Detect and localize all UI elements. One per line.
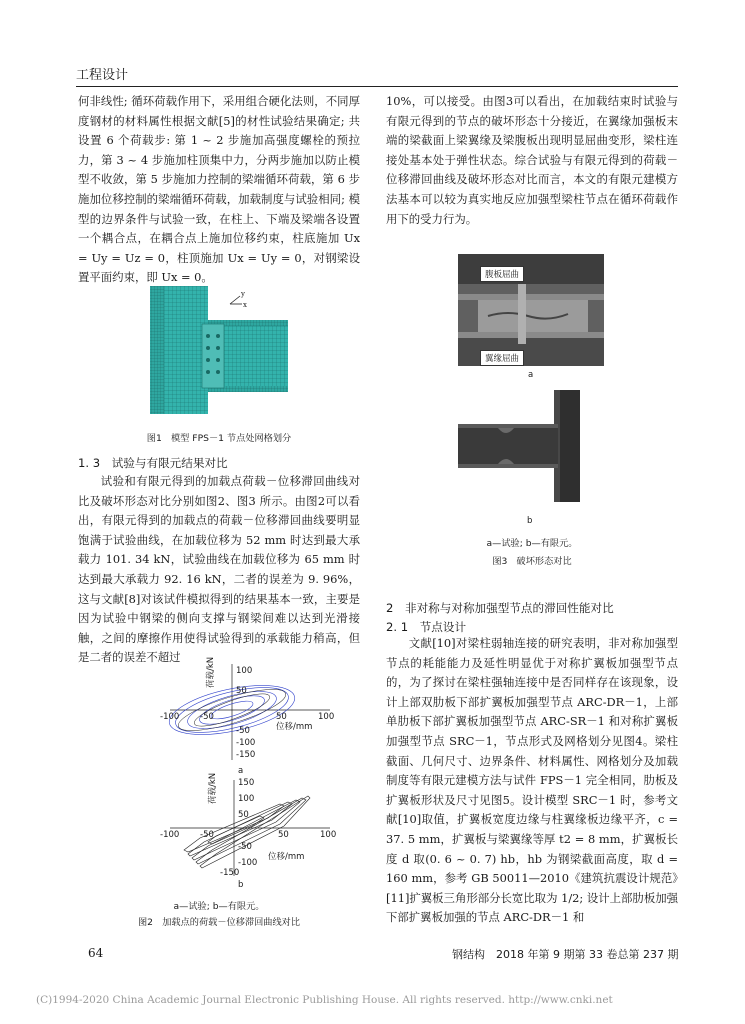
figure-1-caption: 图1 模型 FPS－1 节点处网格划分 xyxy=(146,433,292,444)
fig2a-ytick: 50 xyxy=(236,686,247,696)
figure-3b-fe-result xyxy=(458,390,604,502)
fig2a-x-label: 位移/mm xyxy=(276,722,313,732)
copyright-notice: (C)1994-2020 China Academic Journal Electronic Publishing House. All rights reserved. http://www.cnki.net xyxy=(36,994,613,1006)
left-column xyxy=(78,92,360,288)
fig2a-xtick: -50 xyxy=(200,712,214,722)
fig2b-ytick: -50 xyxy=(238,842,252,852)
left-column-lower xyxy=(78,472,360,668)
right-paragraph-1: 10%，可以接受。由图3可以看出，在加载结束时试验与有限元得到的节点的破坏形态十分接近，在翼缘加强板末端的梁截面上梁翼缘及梁腹板出现明显屈曲变形，梁柱连接处基本处于弹性状态。综合试验与有限元得到的荷载－位移滞回曲线及破坏形态对比而言，本文的有限元建模方法基本可以较为真实地反应加强型梁柱节点在循环荷载作用下的受力行为。 xyxy=(386,94,678,226)
fig2a-xtick: 50 xyxy=(276,712,287,722)
fig3-sub-b: b xyxy=(527,516,533,526)
section-1-3-heading: 1. 3 试验与有限元结果对比 xyxy=(78,456,228,470)
right-column-lower xyxy=(386,634,678,928)
fig2b-xtick: 100 xyxy=(320,830,337,840)
left-paragraph-1: 何非线性; 循环荷载作用下，采用组合硬化法则，不同厚度钢材的材料属性根据文献[5]的材性试验结果确定; 共设置 6 个荷载步: 第 1 ~ 2 步施加高强度螺栓的预拉力，第 3 ~ 4 步施加柱顶集中力，分两步施加以防止模型不收敛，第 5 步施加力控制的梁端循环荷载，第 6 步施加位移控制的梁端循环荷载，加载制度与试验相同; 模型的边界条件与试验一致，在柱上、下端及梁端各设置一个耦合点，在耦合点上施加位移约束，柱底施加 Ux = Uy = Uz = 0，柱顶施加 Ux = Uy = 0，对钢梁设置平面约束，即 Ux = 0。 xyxy=(78,94,360,285)
figure-2a-hysteresis xyxy=(160,656,338,762)
running-header: 工程设计 xyxy=(76,68,129,83)
fig2a-xtick: 100 xyxy=(318,712,335,722)
figure-3-caption: 图3 破坏形态对比 xyxy=(492,556,572,567)
fe-result-image xyxy=(458,390,604,502)
fig2a-ytick: 100 xyxy=(236,666,253,676)
fig2a-ytick: -100 xyxy=(236,738,256,748)
right-column xyxy=(386,92,678,229)
figure-3a-test-photo xyxy=(458,254,604,366)
fig2b-ytick: 100 xyxy=(238,794,255,804)
fig2a-y-label: 荷载/kN xyxy=(206,656,216,688)
fig2b-ytick: -100 xyxy=(238,858,258,868)
fig2b-ytick: -150 xyxy=(220,868,240,878)
page-number: 64 xyxy=(88,946,104,960)
fig2a-xtick: -100 xyxy=(160,712,180,722)
fig2b-xtick: 50 xyxy=(278,830,289,840)
figure-1-mesh xyxy=(148,286,298,414)
fig2b-y-label: 荷载/kN xyxy=(208,772,218,804)
header-rule xyxy=(76,86,678,87)
right-paragraph-2: 文献[10]对梁柱弱轴连接的研究表明，非对称加强型节点的耗能能力及延性明显优于对称扩翼板加强型节点的，为了探讨在梁柱强轴连接中是否同样存在该现象，设计上部双肋板下部扩翼板加强型节点 ARC-DR－1，上部单肋板下部扩翼板加强型节点 ARC-SR－1 和对称扩翼板加强型节点 SRC－1，节点形式及网格划分见图4。梁柱截面、几何尺寸、边界条件、材料属性、网格划分及加载制度等有限元建模方法与试件 FPS－1 完全相同，肋板及扩翼板形状及尺寸见图5。设计模型 SRC－1 时，参考文献[10]取值，扩翼板宽度边缘与柱翼缘板边缘平齐，c = 37. 5 mm，扩翼板与梁翼缘等厚 t2 = 8 mm，扩翼板长度 d 取(0. 6 ~ 0. 7) hb，hb 为钢梁截面高度，取 d = 160 mm，参考 GB 50011—2010《建筑抗震设计规范》[11]扩翼板三角形部分长宽比取为 1/2; 设计上部肋板加强下部扩翼板加强的节点 ARC-DR－1 和 xyxy=(386,636,678,925)
figure-2-caption: 图2 加载点的荷载－位移滞回曲线对比 xyxy=(137,917,301,928)
axis-y-label: y xyxy=(241,290,245,298)
fig2b-x-label: 位移/mm xyxy=(268,852,305,862)
fig2a-ytick: -150 xyxy=(236,750,256,760)
figure-2b-hysteresis xyxy=(160,772,338,878)
journal-info: 钢结构 2018 年第 9 期第 33 卷总第 237 期 xyxy=(452,948,679,961)
left-paragraph-2: 试验和有限元得到的加载点荷载－位移滞回曲线对比及破坏形态对比分别如图2、图3 所示。由图2可以看出，有限元得到的加载点的荷载－位移滞回曲线要明显饱满于试验曲线，在加载位移为 52 mm 时达到最大承载力 101. 34 kN，试验曲线在加载位移为 65 mm 时达到最大承载力 92. 16 kN，二者的误差为 9. 96%，这与文献[8]对该试件模拟得到的结果基本一致，主要是因为试验中钢梁的侧向支撑与钢梁间难以达到光滑接触，之间的摩擦作用使得试验得到的承载能力稍高，但是二者的误差不超过 xyxy=(78,474,360,665)
mesh-model-image xyxy=(148,286,298,414)
figure-3-legend: a—试验; b—有限元。 xyxy=(486,538,578,549)
fig2-sub-b: b xyxy=(238,880,244,890)
fig3-sub-a: a xyxy=(528,370,534,380)
fig2b-xtick: -100 xyxy=(160,830,180,840)
fig2b-xtick: -50 xyxy=(200,830,214,840)
figure-2-legend: a—试验; b—有限元。 xyxy=(173,901,265,912)
fig2-sub-a: a xyxy=(238,766,244,776)
fig2b-ytick: 50 xyxy=(238,810,249,820)
web-buckling-label: 腹板屈曲 xyxy=(480,266,524,282)
section-2-1-heading: 2. 1 节点设计 xyxy=(386,620,467,634)
fig2b-ytick: 150 xyxy=(238,778,255,788)
flange-buckling-label: 翼缘屈曲 xyxy=(480,350,524,366)
fig2a-ytick: -50 xyxy=(236,726,250,736)
section-2-heading: 2 非对称与对称加强型节点的滞回性能对比 xyxy=(386,601,614,615)
axis-x-label: x xyxy=(243,301,247,309)
